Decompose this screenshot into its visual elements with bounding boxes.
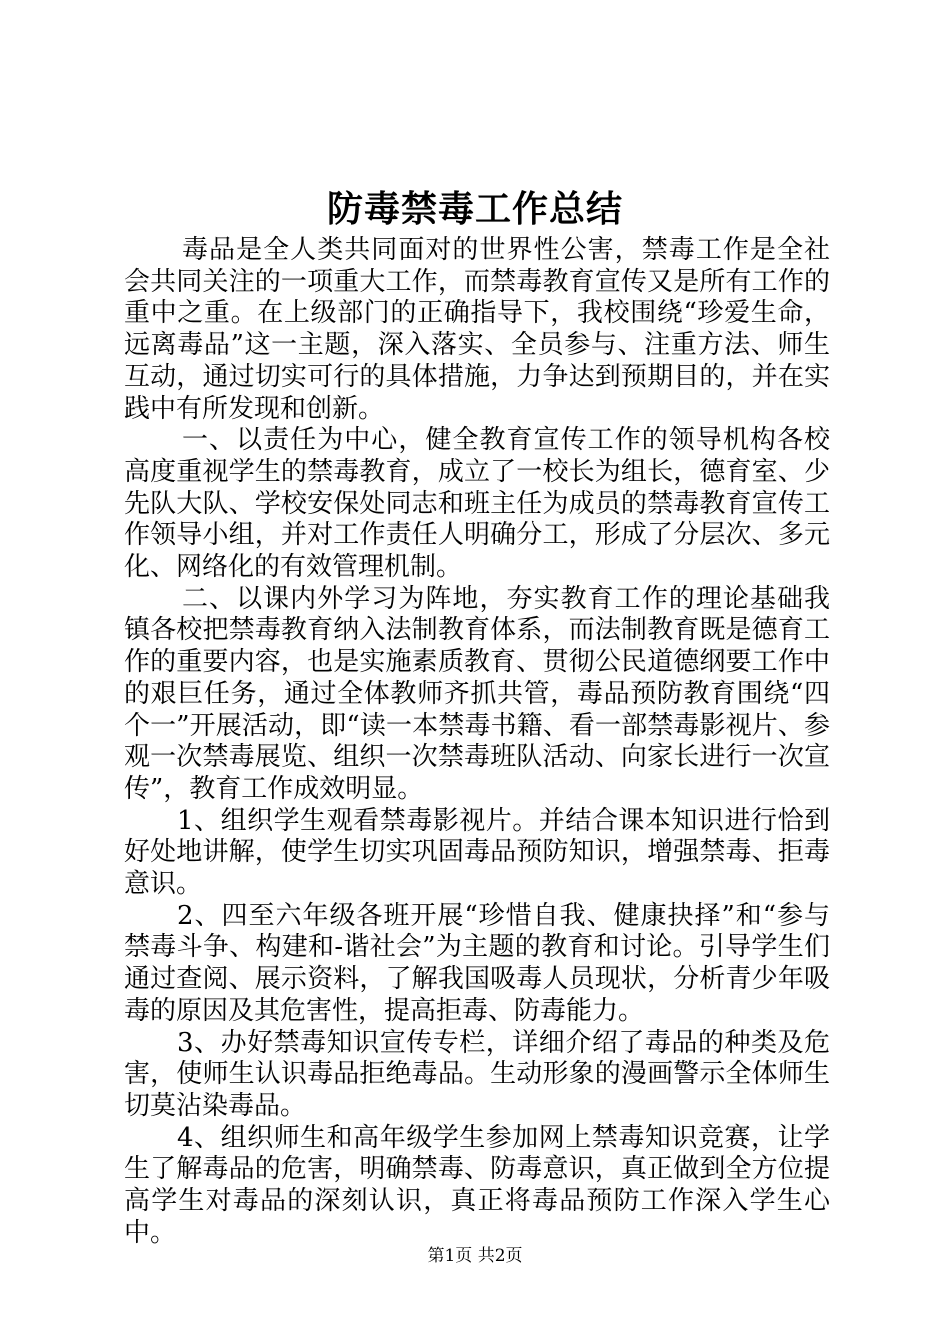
paragraph-item-4: 4、组织师生和高年级学生参加网上禁毒知识竞赛，让学生了解毒品的危害，明确禁毒、防毒意识，真正做到全方位提高学生对毒品的深刻认识，真正将毒品预防工作深入学生心中。 <box>124 1122 830 1248</box>
paragraph-item-1: 1、组织学生观看禁毒影视片。并结合课本知识进行恰到好处地讲解，使学生切实巩固毒品预防知识，增强禁毒、拒毒意识。 <box>124 805 830 900</box>
paragraph-section-2: 二、以课内外学习为阵地，夯实教育工作的理论基础我镇各校把禁毒教育纳入法制教育体系，而法制教育既是德育工作的重要内容，也是实施素质教育、贯彻公民道德纲要工作中的艰巨任务，通过全体教师齐抓共管，毒品预防教育围绕“四个一”开展活动，即“读一本禁毒书籍、看一部禁毒影视片、参观一次禁毒展览、组织一次禁毒班队活动、向家长进行一次宣传”，教育工作成效明显。 <box>124 583 830 804</box>
paragraph-intro: 毒品是全人类共同面对的世界性公害，禁毒工作是全社会共同关注的一项重大工作，而禁毒教育宣传又是所有工作的重中之重。在上级部门的正确指导下，我校围绕“珍爱生命，远离毒品”这一主题，深入落实、全员参与、注重方法、师生互动，通过切实可行的具体措施，力争达到预期目的，并在实践中有所发现和创新。 <box>124 235 830 424</box>
document-body <box>124 235 830 1250</box>
page-footer: 第1页 共2页 <box>427 1246 523 1266</box>
paragraph-item-2: 2、四至六年级各班开展“珍惜自我、健康抉择”和“参与禁毒斗争、构建和-谐社会”为主题的教育和讨论。引导学生们通过查阅、展示资料，了解我国吸毒人员现状，分析青少年吸毒的原因及其危害性，提高拒毒、防毒能力。 <box>124 900 830 1026</box>
paragraph-section-1: 一、以责任为中心，健全教育宣传工作的领导机构各校高度重视学生的禁毒教育，成立了一校长为组长，德育室、少先队大队、学校安保处同志和班主任为成员的禁毒教育宣传工作领导小组，并对工作责任人明确分工，形成了分层次、多元化、网络化的有效管理机制。 <box>124 425 830 583</box>
document-title: 防毒禁毒工作总结 <box>326 188 623 230</box>
paragraph-item-3: 3、办好禁毒知识宣传专栏，详细介绍了毒品的种类及危害，使师生认识毒品拒绝毒品。生动形象的漫画警示全体师生切莫沾染毒品。 <box>124 1027 830 1121</box>
